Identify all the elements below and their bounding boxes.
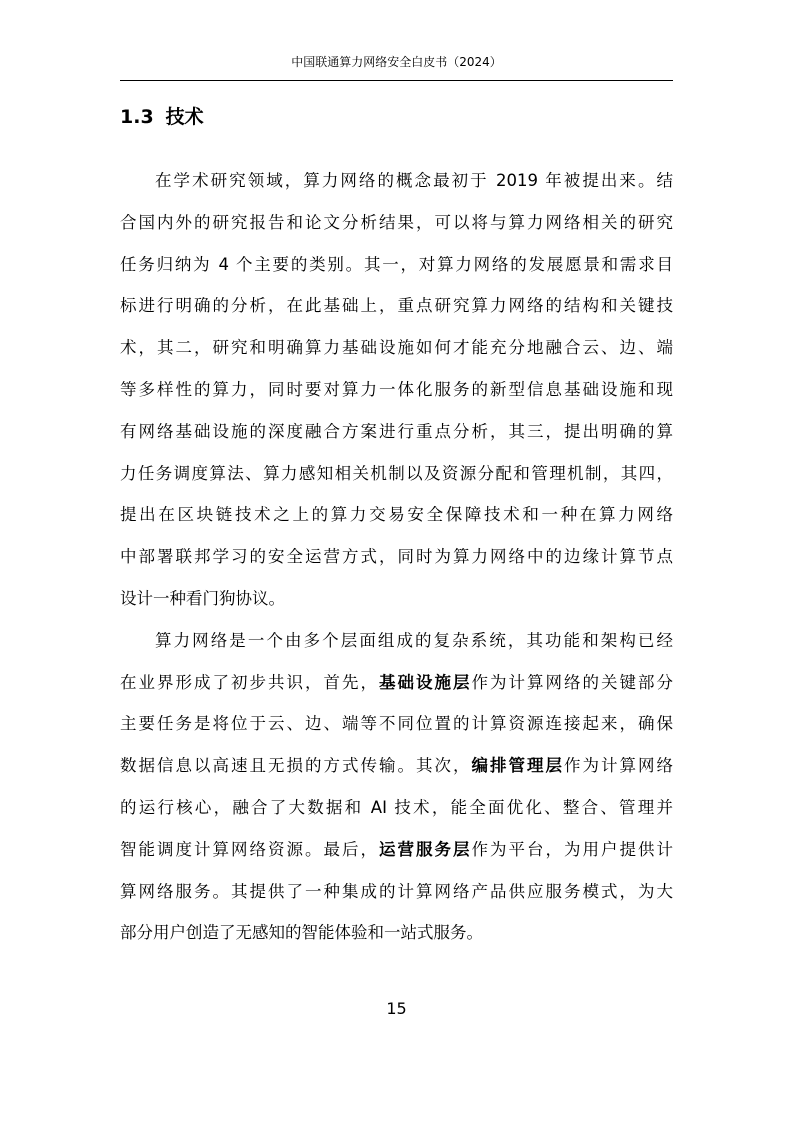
text-segment: 作为计算网络	[564, 756, 673, 776]
page-number: 15	[386, 999, 407, 1018]
text-line: 设计一种看门狗协议。	[120, 588, 285, 608]
section-title: 技术	[165, 106, 204, 128]
text-line: 在学术研究领域，算力网络的概念最初于 2019 年被提出来。结	[155, 171, 673, 190]
text-line: 标进行明确的分析，在此基础上，重点研究算力网络的结构和关键技	[120, 296, 673, 316]
text-segment: 数据信息以高速且无损的方式传输。其次，	[120, 756, 472, 776]
text-line: 有网络基础设施的深度融合方案进行重点分析，其三，提出明确的算	[120, 421, 673, 441]
section-heading	[120, 104, 204, 130]
text-line: 中部署联邦学习的安全运营方式，同时为算力网络中的边缘计算节点	[120, 547, 673, 567]
text-line: 术，其二，研究和明确算力基础设施如何才能充分地融合云、边、端	[120, 338, 673, 358]
text-line: 任务归纳为 4 个主要的类别。其一，对算力网络的发展愿景和需求目	[120, 254, 673, 274]
text-line: 合国内外的研究报告和论文分析结果，可以将与算力网络相关的研究	[120, 212, 673, 232]
text-line: 主要任务是将位于云、边、端等不同位置的计算资源连接起来，确保	[120, 714, 673, 734]
text-segment: 作为平台，为用户提供计	[471, 839, 673, 859]
term-operation-service-layer: 运营服务层	[379, 839, 472, 859]
text-line: 算力网络是一个由多个层面组成的复杂系统，其功能和架构已经	[155, 630, 673, 650]
body-text	[120, 160, 673, 954]
text-line	[120, 829, 673, 871]
paragraph-architecture-layers	[120, 620, 673, 954]
term-infrastructure-layer: 基础设施层	[379, 672, 472, 692]
section-number: 1.3	[120, 106, 154, 128]
text-line	[120, 745, 673, 787]
text-segment: 在业界形成了初步共识，首先，	[120, 672, 379, 692]
text-line: 提出在区块链技术之上的算力交易安全保障技术和一种在算力网络	[120, 505, 673, 525]
text-segment: 作为计算网络的关键部分	[471, 672, 673, 692]
text-line: 等多样性的算力，同时要对算力一体化服务的新型信息基础设施和现	[120, 379, 673, 399]
text-line: 的运行核心，融合了大数据和 AI 技术，能全面优化、整合、管理并	[120, 797, 673, 817]
paragraph-research-areas	[120, 160, 673, 620]
term-orchestration-layer: 编排管理层	[471, 756, 564, 776]
header-divider	[120, 80, 673, 81]
running-header: 中国联通算力网络安全白皮书（2024）	[291, 55, 502, 69]
text-line	[120, 662, 673, 704]
text-line: 算网络服务。其提供了一种集成的计算网络产品供应服务模式，为大	[120, 881, 673, 901]
text-segment: 智能调度计算网络资源。最后，	[120, 839, 379, 859]
text-line: 力任务调度算法、算力感知相关机制以及资源分配和管理机制，其四，	[120, 463, 673, 483]
text-line: 部分用户创造了无感知的智能体验和一站式服务。	[120, 923, 483, 943]
